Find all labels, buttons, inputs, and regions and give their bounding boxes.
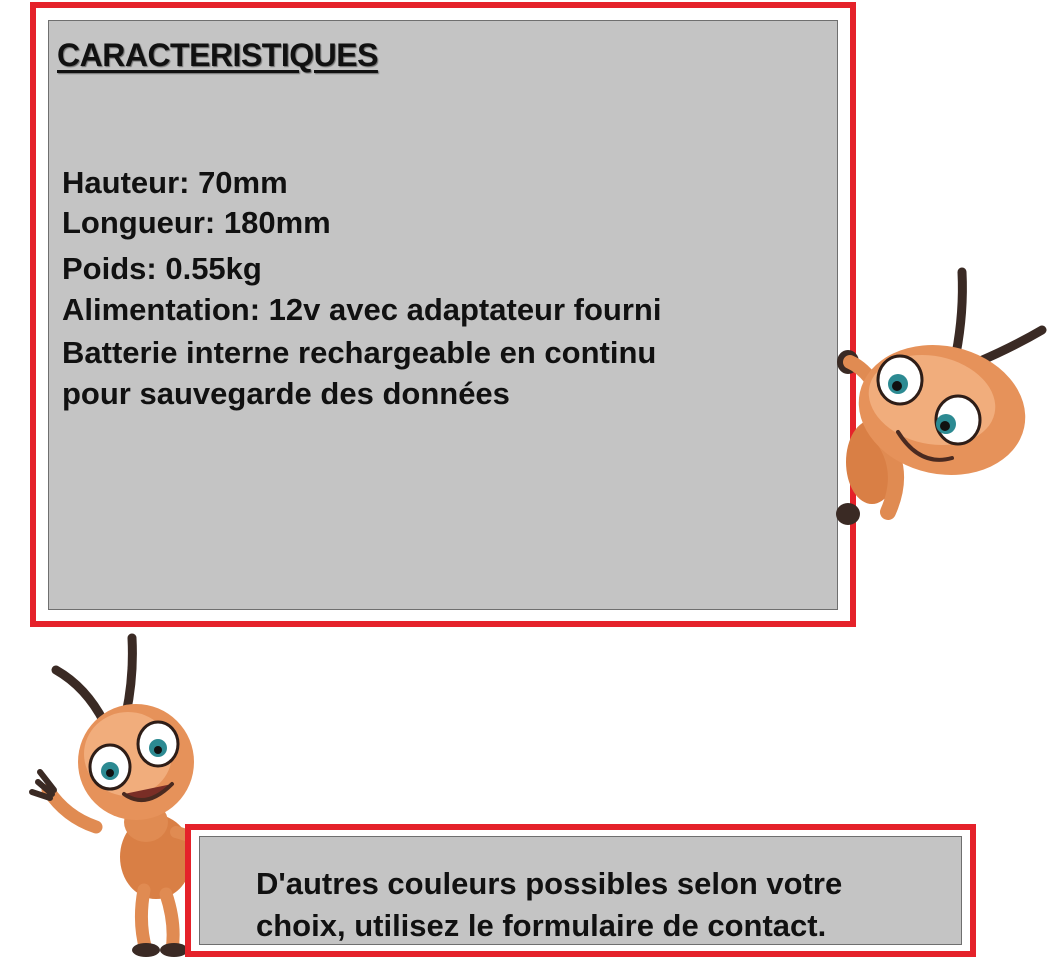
note-panel (199, 836, 962, 945)
specs-panel (48, 20, 838, 610)
specs-frame (30, 2, 856, 627)
spec-battery: Batterie interne rechargeable en continu (62, 335, 657, 370)
note-line-2: choix, utilisez le formulaire de contact. (256, 908, 827, 943)
spec-height: Hauteur: 70mm (62, 165, 288, 200)
note-frame (185, 824, 976, 957)
note-text (256, 863, 936, 947)
specs-title: CARACTERISTIQUES (57, 37, 378, 73)
ant-peeking-icon (828, 262, 1050, 534)
spec-length: Longueur: 180mm (62, 205, 331, 240)
note-line-1: D'autres couleurs possibles selon votre (256, 866, 843, 901)
spec-battery-purpose: pour sauvegarde des données (62, 376, 510, 411)
spec-weight: Poids: 0.55kg (62, 251, 262, 286)
spec-power: Alimentation: 12v avec adaptateur fourni (62, 292, 662, 327)
